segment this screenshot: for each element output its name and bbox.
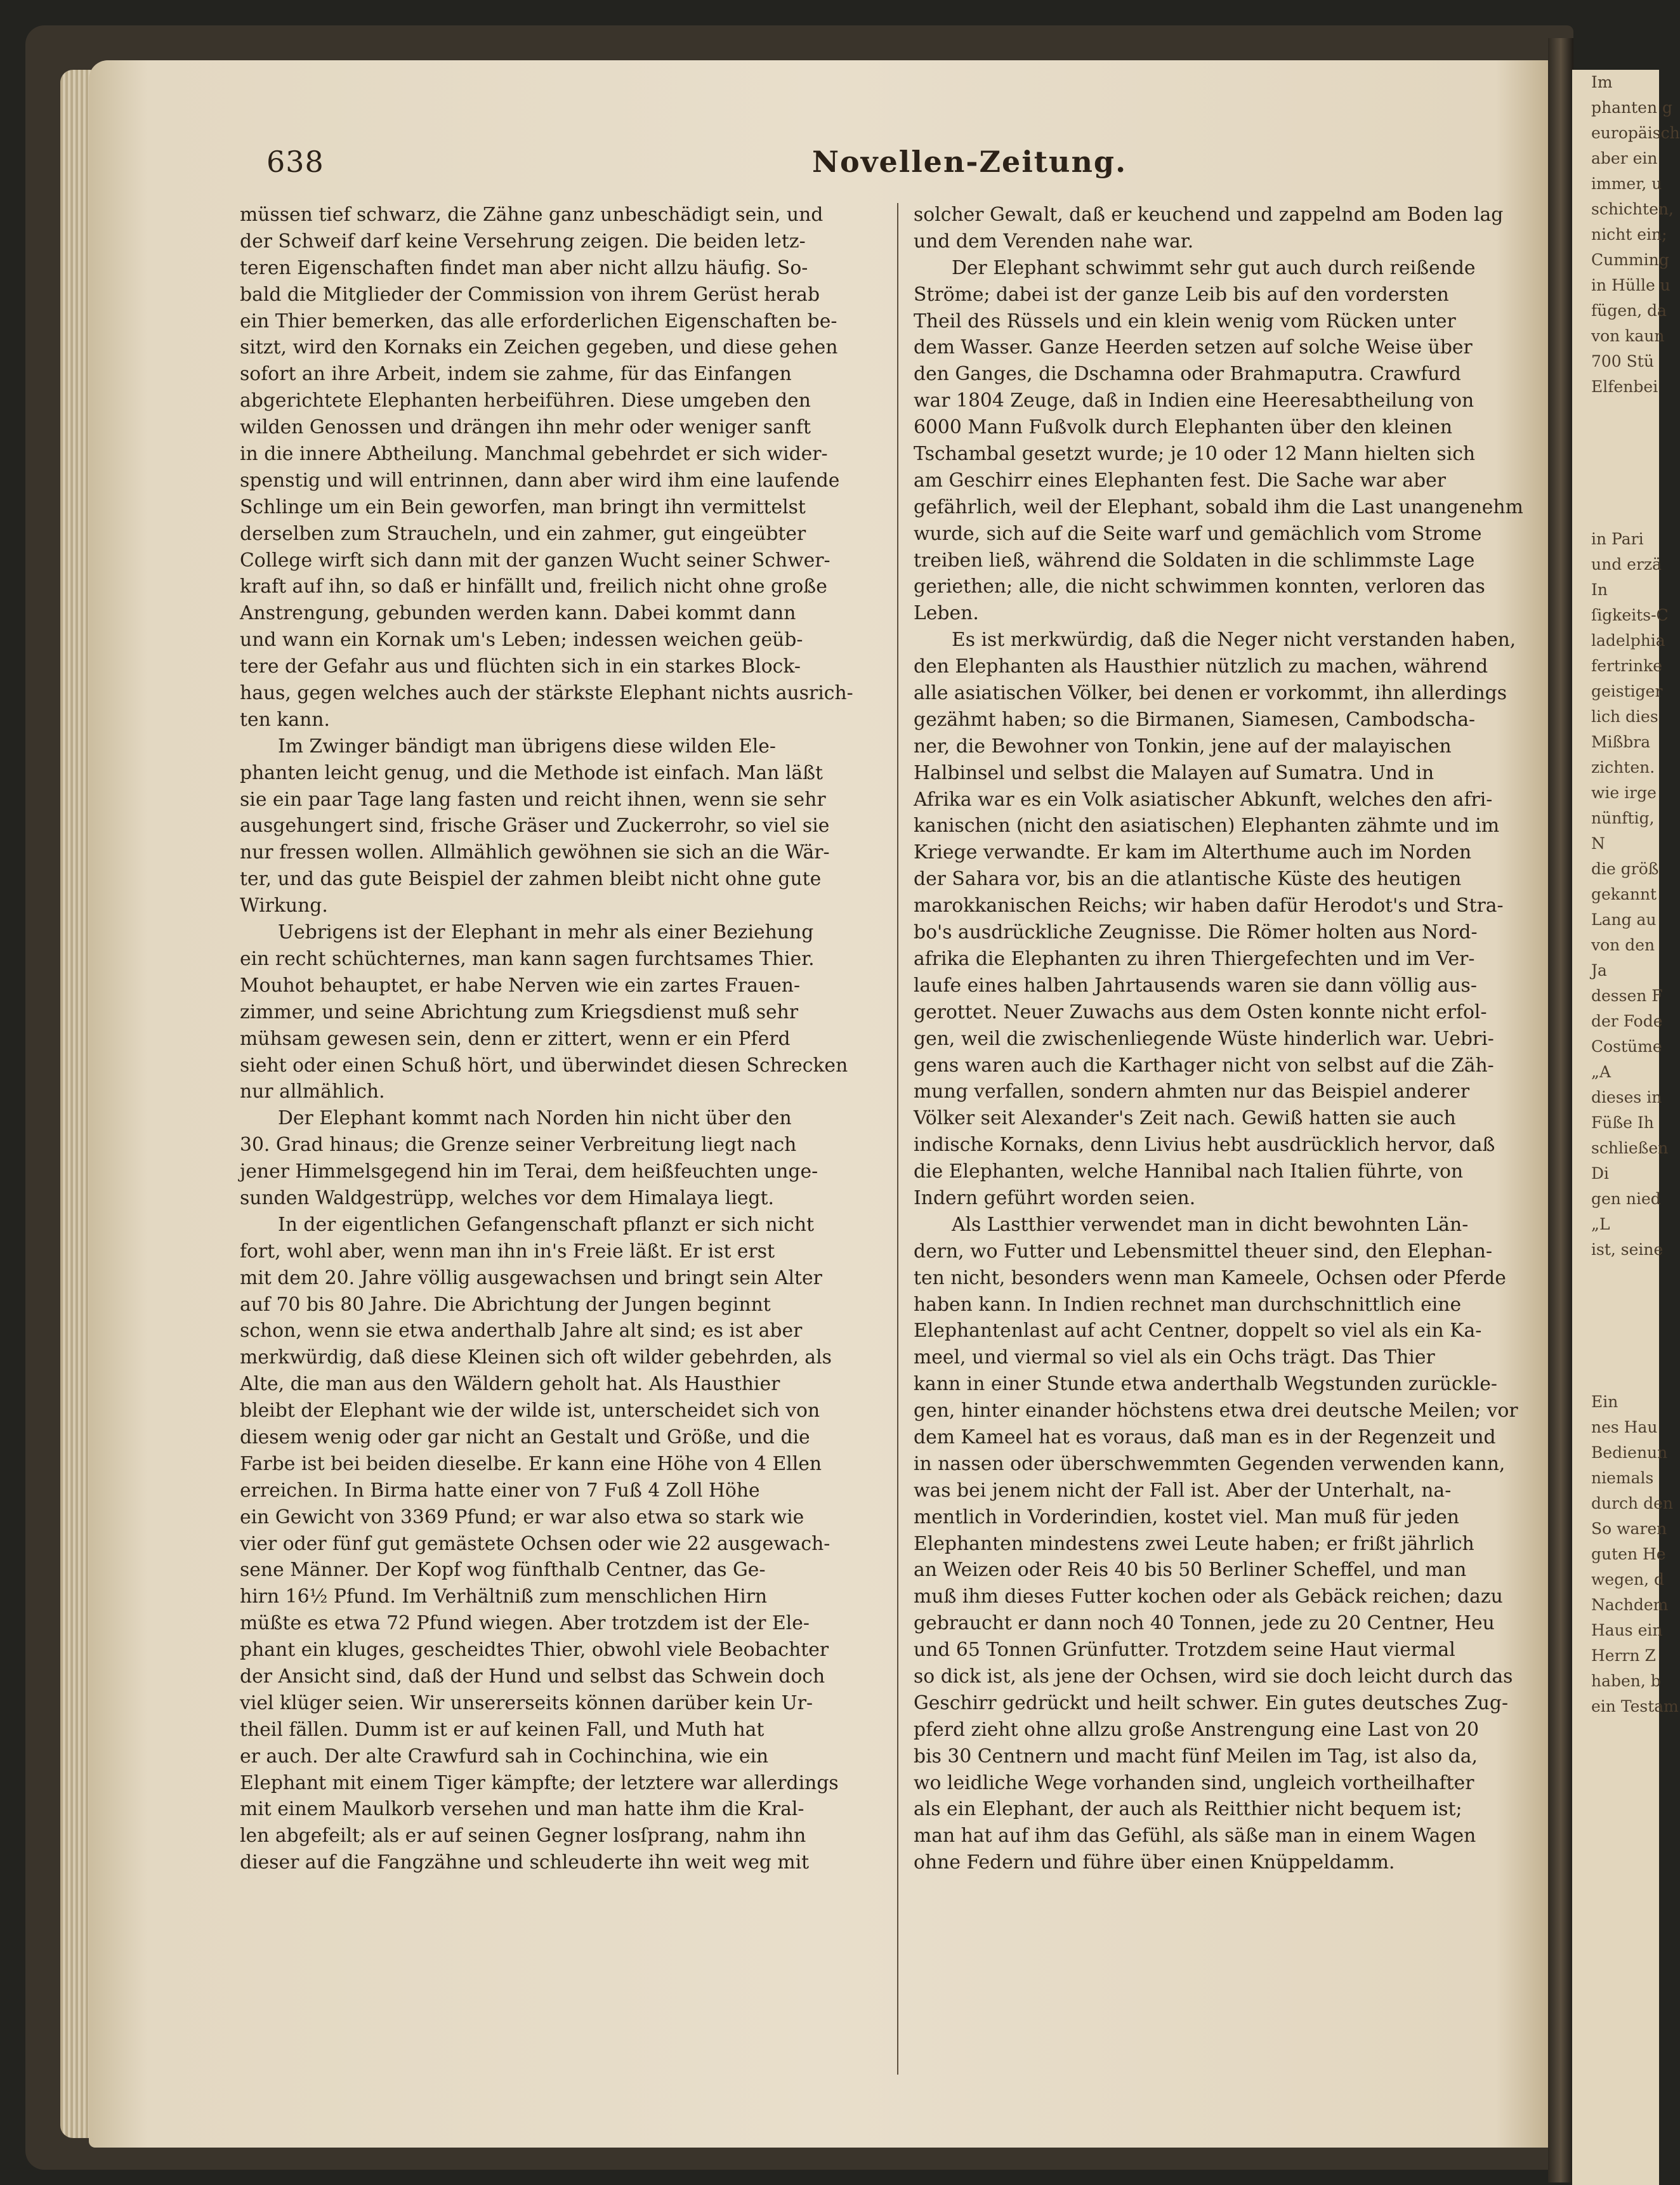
- text-line: treiben ließ, während die Soldaten in die schlimmste Lage: [914, 549, 1475, 572]
- facing-page-line: N: [1591, 834, 1605, 853]
- left-column: [240, 202, 887, 1876]
- text-line: kanischen (nicht den asiatischen) Elephanten zähmte und im: [914, 815, 1500, 837]
- text-line: ten nicht, besonders wenn man Kameele, Ochsen oder Pferde: [914, 1266, 1506, 1289]
- facing-page-line: nes Hau: [1591, 1418, 1658, 1436]
- facing-page-line: europäisch: [1591, 124, 1680, 142]
- text-line: Mouhot behauptet, er habe Nerven wie ein zartes Frauen-: [240, 974, 801, 997]
- text-line: vier oder fünf gut gemästete Ochsen oder wie 22 ausgewach-: [240, 1532, 830, 1555]
- text-line: was bei jenem nicht der Fall ist. Aber der Unterhalt, na-: [914, 1479, 1452, 1502]
- facing-page-line: [1572, 425, 1659, 450]
- facing-page-line: schließen: [1591, 1139, 1669, 1157]
- text-line: sofort an ihre Arbeit, indem sie zahme, für das Einfangen: [240, 363, 792, 386]
- text-line: hirn 16½ Pfund. Im Verhältniß zum menschlichen Hirn: [240, 1585, 768, 1608]
- facing-page-line: Herrn Z: [1591, 1646, 1656, 1665]
- text-line: dieser auf die Fangzähne und schleuderte ihn weit weg mit: [240, 1851, 810, 1874]
- text-line: Es ist merkwürdig, daß die Neger nicht verstanden haben,: [952, 629, 1516, 652]
- facing-page-line: Mißbra: [1591, 733, 1651, 751]
- text-line: sunden Waldgestrüpp, welches vor dem Himalaya liegt.: [240, 1186, 774, 1209]
- facing-page-line: „L: [1591, 1215, 1610, 1233]
- text-line: als ein Elephant, der auch als Reitthier nicht bequem ist;: [914, 1798, 1462, 1821]
- text-line: müßte es etwa 72 Pfund wiegen. Aber trotzdem ist der Ele-: [240, 1612, 810, 1635]
- text-line: Als Lastthier verwendet man in dicht bewohnten Län-: [952, 1213, 1469, 1236]
- text-line: ohne Federn und führe über einen Knüppeldamm.: [914, 1851, 1395, 1874]
- text-line: dem Kameel hat es voraus, daß man es in der Regenzeit und: [914, 1426, 1496, 1448]
- text-line: Leben.: [914, 602, 979, 625]
- facing-page-line: phanten g: [1591, 98, 1673, 117]
- facing-page-line: [1572, 1339, 1659, 1364]
- facing-page-line: Di: [1591, 1164, 1610, 1183]
- facing-page-line: Nachdem: [1591, 1596, 1669, 1614]
- text-line: phant ein kluges, gescheidtes Thier, obwohl viele Beobachter: [240, 1639, 829, 1662]
- text-line: tere der Gefahr aus und flüchten sich in ein starkes Block-: [240, 655, 801, 678]
- text-line: sitzt, wird den Kornaks ein Zeichen gegeben, und diese gehen: [240, 336, 838, 359]
- text-line: wurde, sich auf die Seite warf und gemächlich vom Strome: [914, 522, 1482, 545]
- text-line: haben kann. In Indien rechnet man durchschnittlich eine: [914, 1293, 1462, 1316]
- text-line: theil fällen. Dumm ist er auf keinen Fall, und Muth hat: [240, 1718, 765, 1741]
- text-line: und wann ein Kornak um's Leben; indessen weichen geüb-: [240, 629, 803, 652]
- facing-page-line: fertrinke: [1591, 657, 1663, 675]
- facing-page-line: [1572, 450, 1659, 476]
- text-line: afrika die Elephanten zu ihren Thiergefechten und im Ver-: [914, 947, 1475, 970]
- text-line: kann in einer Stunde etwa anderthalb Wegstunden zurückle-: [914, 1373, 1497, 1396]
- facing-page-line: der Fode: [1591, 1012, 1663, 1030]
- text-line: Anstrengung, gebunden werden kann. Dabei kommt dann: [240, 602, 796, 625]
- facing-page-line: In: [1591, 581, 1608, 599]
- text-line: Geschirr gedrückt und heilt schwer. Ein gutes deutsches Zug-: [914, 1691, 1509, 1714]
- text-line: geriethen; alle, die nicht schwimmen konnten, verloren das: [914, 575, 1485, 598]
- text-line: 6000 Mann Fußvolk durch Elephanten über den kleinen: [914, 416, 1453, 439]
- text-line: ein Gewicht von 3369 Pfund; er war also etwa so stark wie: [240, 1506, 804, 1528]
- facing-page-line: haben, b: [1591, 1672, 1661, 1690]
- facing-page-line: wie irge: [1591, 784, 1657, 802]
- text-line: pferd zieht ohne allzu große Anstrengung eine Last von 20: [914, 1718, 1480, 1741]
- facing-page-line: wegen, d: [1591, 1570, 1664, 1589]
- text-line: an Weizen oder Reis 40 bis 50 Berliner Scheffel, und man: [914, 1559, 1467, 1582]
- text-line: die Elephanten, welche Hannibal nach Italien führte, von: [914, 1160, 1464, 1183]
- facing-page-line: Ja: [1591, 961, 1607, 980]
- text-line: Elephant mit einem Tiger kämpfte; der letztere war allerdings: [240, 1771, 839, 1794]
- text-line: gefährlich, weil der Elephant, sobald ihm die Last unangenehm: [914, 495, 1523, 518]
- text-line: College wirft sich dann mit der ganzen Wucht seiner Schwer-: [240, 549, 830, 572]
- text-line: haus, gegen welches auch der stärkste Elephant nichts ausrich-: [240, 682, 853, 705]
- text-line: Theil des Rüssels und ein klein wenig vom Rücken unter: [914, 310, 1456, 332]
- page-header: [266, 145, 1332, 183]
- text-line: mit einem Maulkorb versehen und man hatte ihm die Kral-: [240, 1798, 804, 1821]
- text-line: in nassen oder überschwemmten Gegenden verwenden kann,: [914, 1452, 1506, 1475]
- text-line: bis 30 Centnern und macht fünf Meilen im Tag, ist also da,: [914, 1745, 1478, 1768]
- text-line: gens waren auch die Karthager nicht von selbst auf die Zäh-: [914, 1054, 1494, 1077]
- text-line: len abgefeilt; als er auf seinen Gegner losſprang, nahm ihn: [240, 1825, 806, 1847]
- facing-page-fragment: [1572, 70, 1680, 2185]
- text-line: spenstig und will entrinnen, dann aber wird ihm eine laufende: [240, 469, 840, 492]
- facing-page-line: Haus ein: [1591, 1621, 1663, 1639]
- text-line: wo leidliche Wege vorhanden sind, ungleich vortheilhafter: [914, 1771, 1474, 1794]
- text-line: Ströme; dabei ist der ganze Leib bis auf den vordersten: [914, 283, 1449, 306]
- text-line: bleibt der Elephant wie der wilde ist, unterscheidet sich von: [240, 1400, 820, 1422]
- facing-page-line: nicht ein;: [1591, 225, 1667, 244]
- text-line: mentlich in Vorderindien, kostet viel. Man muß für jeden: [914, 1506, 1459, 1528]
- text-line: ten kann.: [240, 708, 330, 731]
- text-line: und dem Verenden nahe war.: [914, 230, 1194, 253]
- text-line: gen, hinter einander höchstens etwa drei deutsche Meilen; vor: [914, 1400, 1518, 1422]
- facing-page-line: [1572, 1263, 1659, 1288]
- text-line: ter, und das gute Beispiel der zahmen bleibt nicht ohne gute: [240, 868, 822, 891]
- text-line: derselben zum Straucheln, und ein zahmer, gut eingeübter: [240, 522, 806, 545]
- facing-page-line: Füße Ih: [1591, 1113, 1654, 1132]
- facing-page-line: [1572, 1313, 1659, 1339]
- facing-page-line: ein Testam: [1591, 1697, 1679, 1716]
- text-line: viel klüger seien. Wir unsererseits können darüber kein Ur-: [240, 1691, 813, 1714]
- text-line: meel, und viermal so viel als ein Ochs trägt. Das Thier: [914, 1346, 1435, 1369]
- book-spine: [1548, 38, 1573, 2182]
- text-line: der Schweif darf keine Versehrung zeigen. Die beiden letz-: [240, 230, 806, 253]
- text-line: den Ganges, die Dschamna oder Brahmaputra. Crawfurd: [914, 363, 1461, 386]
- text-line: muß ihm dieses Futter kochen oder als Gebäck reichen; dazu: [914, 1585, 1503, 1608]
- facing-page-line: schichten,: [1591, 200, 1674, 218]
- text-line: der Sahara vor, bis an die atlantische Küste des heutigen: [914, 868, 1462, 891]
- text-line: wilden Genossen und drängen ihn mehr oder weniger sanft: [240, 416, 811, 439]
- facing-page-line: gekannt: [1591, 885, 1657, 903]
- text-line: dern, wo Futter und Lebensmittel theuer sind, den Elephan-: [914, 1240, 1493, 1263]
- text-line: und 65 Tonnen Grünfutter. Trotzdem seine Haut viermal: [914, 1639, 1455, 1662]
- facing-page-line: [1572, 1288, 1659, 1313]
- facing-page-line: „A: [1591, 1063, 1611, 1081]
- facing-page-line: durch den: [1591, 1494, 1674, 1512]
- text-line: Farbe ist bei beiden dieselbe. Er kann eine Höhe von 4 Ellen: [240, 1452, 822, 1475]
- text-line: in die innere Abtheilung. Manchmal gebehrdet er sich wider-: [240, 443, 828, 466]
- facing-page-line: Bedienun: [1591, 1443, 1668, 1462]
- text-line: Halbinsel und selbst die Malayen auf Sumatra. Und in: [914, 761, 1434, 784]
- text-line: mit dem 20. Jahre völlig ausgewachsen und bringt sein Alter: [240, 1266, 822, 1289]
- facing-page-line: 700 Stü: [1591, 352, 1654, 371]
- facing-page-line: nünftig,: [1591, 809, 1655, 827]
- text-line: indische Kornaks, denn Livius hebt ausdrücklich hervor, daß: [914, 1134, 1495, 1157]
- text-line: müssen tief schwarz, die Zähne ganz unbeschädigt sein, und: [240, 204, 824, 226]
- page-number: 638: [266, 145, 324, 179]
- facing-page-line: die größ: [1591, 860, 1659, 878]
- facing-page-line: in Pari: [1591, 530, 1644, 548]
- text-line: erreichen. In Birma hatte einer von 7 Fuß 4 Zoll Höhe: [240, 1479, 760, 1502]
- text-line: sieht oder einen Schuß hört, und überwindet diesen Schrecken: [240, 1054, 848, 1077]
- facing-page-line: zichten.: [1591, 758, 1655, 777]
- text-line: kraft auf ihn, so daß er hinfällt und, freilich nicht ohne große: [240, 575, 827, 598]
- text-line: 30. Grad hinaus; die Grenze seiner Verbreitung liegt nach: [240, 1134, 797, 1157]
- facing-page-line: ladelphia: [1591, 631, 1665, 650]
- facing-page-line: [1572, 501, 1659, 527]
- text-line: schon, wenn sie etwa anderthalb Jahre alt sind; es ist aber: [240, 1320, 803, 1342]
- text-line: phanten leicht genug, und die Methode ist einfach. Man läßt: [240, 761, 824, 784]
- text-line: gerottet. Neuer Zuwachs aus dem Osten konnte nicht erfol-: [914, 1001, 1487, 1023]
- text-line: gebraucht er dann noch 40 Tonnen, jede zu 20 Centner, Heu: [914, 1612, 1495, 1635]
- facing-page-line: von den: [1591, 936, 1655, 954]
- text-line: solcher Gewalt, daß er keuchend und zappelnd am Boden lag: [914, 204, 1504, 226]
- facing-page-line: geistiger: [1591, 682, 1663, 700]
- text-line: er auch. Der alte Crawfurd sah in Cochinchina, wie ein: [240, 1745, 769, 1768]
- text-line: abgerichtete Elephanten herbeiführen. Diese umgeben den: [240, 390, 811, 412]
- facing-page-line: Im: [1591, 73, 1613, 91]
- text-line: Indern geführt worden seien.: [914, 1186, 1196, 1209]
- text-line: ein Thier bemerken, das alle erforderlichen Eigenschaften be-: [240, 310, 837, 332]
- text-line: Schlinge um ein Bein geworfen, man bringt ihn vermittelst: [240, 495, 806, 518]
- text-line: gen, weil die zwischenliegende Wüste hinderlich war. Uebri-: [914, 1027, 1494, 1050]
- text-line: alle asiatischen Völker, bei denen er vorkommt, ihn allerdings: [914, 682, 1507, 705]
- text-line: Der Elephant schwimmt sehr gut auch durch reißende: [952, 256, 1476, 279]
- text-line: war 1804 Zeuge, daß in Indien eine Heeresabtheilung von: [914, 390, 1474, 412]
- facing-page-line: niemals: [1591, 1469, 1654, 1487]
- text-line: zimmer, und seine Abrichtung zum Kriegsdienst muß sehr: [240, 1001, 799, 1023]
- facing-page-line: Lang au: [1591, 910, 1657, 929]
- text-line: mung verfallen, sondern ahmten nur das Beispiel anderer: [914, 1080, 1470, 1103]
- text-line: Kriege verwandte. Er kam im Alterthume auch im Norden: [914, 841, 1472, 864]
- text-line: nur fressen wollen. Allmählich gewöhnen sie sich an die Wär-: [240, 841, 830, 864]
- text-line: Uebrigens ist der Elephant in mehr als einer Beziehung: [278, 921, 814, 944]
- text-line: teren Eigenschaften findet man aber nicht allzu häufig. So-: [240, 256, 808, 279]
- facing-page-line: ist, seine: [1591, 1240, 1664, 1259]
- facing-page-line: [1572, 476, 1659, 501]
- text-line: man hat auf ihm das Gefühl, als säße man in einem Wagen: [914, 1825, 1476, 1847]
- facing-page-line: Elfenbei: [1591, 377, 1658, 396]
- text-line: In der eigentlichen Gefangenschaft pflanzt er sich nicht: [278, 1213, 814, 1236]
- facing-page-line: dessen F: [1591, 987, 1663, 1005]
- text-line: Der Elephant kommt nach Norden hin nicht über den: [278, 1107, 792, 1130]
- text-line: den Elephanten als Hausthier nützlich zu machen, während: [914, 655, 1488, 678]
- column-divider: [897, 203, 898, 2075]
- text-line: sie ein paar Tage lang fasten und reicht ihnen, wenn sie sehr: [240, 788, 826, 811]
- text-line: gezähmt haben; so die Birmanen, Siamesen, Cambodscha-: [914, 708, 1476, 731]
- text-line: sene Männer. Der Kopf wog fünfthalb Centner, das Ge-: [240, 1559, 766, 1582]
- text-line: Im Zwinger bändigt man übrigens diese wilden Ele-: [278, 735, 776, 758]
- facing-page-line: Ein: [1591, 1393, 1618, 1411]
- text-line: jener Himmelsgegend hin im Terai, dem heißfeuchten unge-: [240, 1160, 818, 1183]
- text-line: am Geschirr eines Elephanten fest. Die Sache war aber: [914, 469, 1446, 492]
- text-line: auf 70 bis 80 Jahre. Die Abrichtung der Jungen beginnt: [240, 1293, 771, 1316]
- text-line: ein recht schüchternes, man kann sagen furchtsames Thier.: [240, 947, 815, 970]
- text-line: diesem wenig oder gar nicht an Gestalt und Größe, und die: [240, 1426, 810, 1448]
- text-line: Alte, die man aus den Wäldern geholt hat. Als Hausthier: [240, 1373, 780, 1396]
- text-line: der Ansicht sind, daß der Hund und selbst das Schwein doch: [240, 1665, 825, 1688]
- text-line: dem Wasser. Ganze Heerden setzen auf solche Weise über: [914, 336, 1473, 359]
- text-line: fort, wohl aber, wenn man ihn in's Freie läßt. Er ist erst: [240, 1240, 775, 1263]
- text-line: Afrika war es ein Volk asiatischer Abkunft, welches den afri-: [914, 788, 1493, 811]
- text-line: nur allmählich.: [240, 1080, 385, 1103]
- text-line: Elephantenlast auf acht Centner, doppelt so viel als ein Ka-: [914, 1320, 1482, 1342]
- text-line: ner, die Bewohner von Tonkin, jene auf der malayischen: [914, 735, 1452, 758]
- text-line: Elephanten mindestens zwei Leute haben; er frißt jährlich: [914, 1532, 1474, 1555]
- text-line: so dick ist, als jene der Ochsen, wird sie doch leicht durch das: [914, 1665, 1513, 1688]
- text-line: Völker seit Alexander's Zeit nach. Gewiß hatten sie auch: [914, 1107, 1456, 1130]
- facing-page-line: lich dies: [1591, 707, 1658, 726]
- text-line: marokkanischen Reichs; wir haben dafür Herodot's und Stra-: [914, 895, 1504, 917]
- facing-page-line: von kaun: [1591, 327, 1665, 345]
- text-line: Tschambal gesetzt wurde; je 10 oder 12 Mann hielten sich: [914, 443, 1476, 466]
- facing-page-line: gen nied: [1591, 1190, 1661, 1208]
- facing-page-line: Costüme: [1591, 1037, 1662, 1056]
- facing-page-line: fügen, da: [1591, 301, 1667, 320]
- text-line: ausgehungert sind, frische Gräser und Zuckerrohr, so viel sie: [240, 815, 830, 837]
- facing-page-line: und erzä: [1591, 555, 1662, 574]
- facing-page-line: So waren: [1591, 1519, 1667, 1538]
- facing-page-line: ſigkeits-C: [1591, 606, 1669, 624]
- facing-page-line: in Hülle u: [1591, 276, 1670, 294]
- text-line: merkwürdig, daß diese Kleinen sich oft wilder gebehrden, als: [240, 1346, 832, 1369]
- facing-page-line: guten He: [1591, 1545, 1666, 1563]
- text-line: Wirkung.: [240, 895, 328, 917]
- facing-page-line: [1572, 1364, 1659, 1389]
- text-line: bald die Mitglieder der Commission von ihrem Gerüst herab: [240, 283, 820, 306]
- text-line: bo's ausdrückliche Zeugnisse. Die Römer holten aus Nord-: [914, 921, 1478, 944]
- facing-page-line: Cumming: [1591, 251, 1669, 269]
- facing-page-line: immer, u: [1591, 174, 1662, 193]
- right-column: [914, 202, 1549, 1876]
- running-head: Novellen-Zeitung.: [812, 145, 1127, 179]
- facing-page-line: dieses in: [1591, 1088, 1662, 1106]
- facing-page-line: [1572, 400, 1659, 425]
- text-line: laufe eines halben Jahrtausends waren sie dann völlig aus-: [914, 974, 1477, 997]
- text-line: mühsam gewesen sein, denn er zittert, wenn er ein Pferd: [240, 1027, 791, 1050]
- facing-page-line: aber ein: [1591, 149, 1658, 167]
